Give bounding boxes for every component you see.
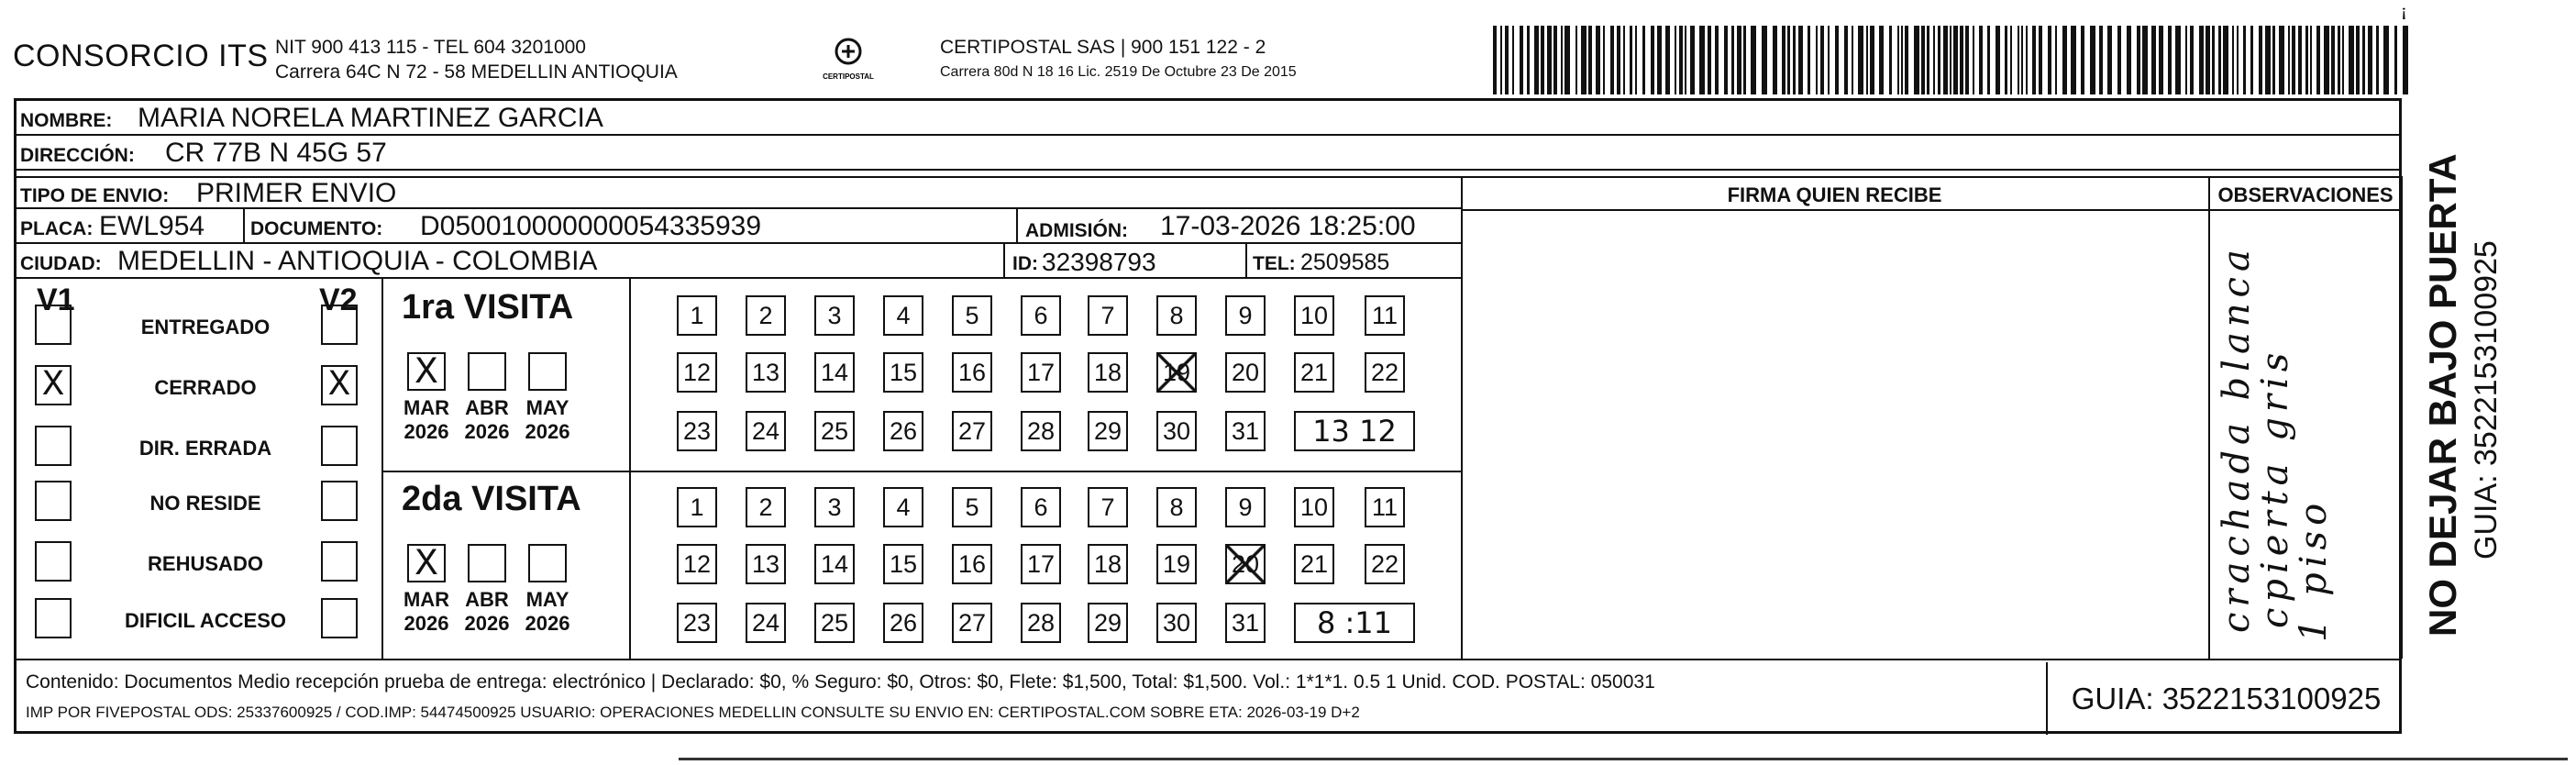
tipo-value: PRIMER ENVIO [196,178,397,208]
day-13[interactable]: 13 [746,352,786,393]
day-27[interactable]: 27 [952,411,992,451]
day-14[interactable]: 14 [814,544,855,584]
barcode-bar [1914,26,1919,94]
day-11[interactable]: 11 [1365,295,1405,336]
month-year: 2026 [464,612,510,635]
certipostal-info [940,35,1297,84]
day-26[interactable]: 26 [883,603,923,643]
margin-mark: ꜟ [2401,5,2407,29]
barcode-bar [2137,26,2140,94]
barcode-bar [1808,26,1810,94]
barcode-bar [2055,26,2057,94]
barcode-bar [2048,26,2051,94]
barcode-bar [2071,26,2076,94]
guia-number: GUIA: 3522153100925 [2046,662,2405,735]
day-8[interactable]: 8 [1156,487,1197,527]
day-17[interactable]: 17 [1021,352,1061,393]
certipostal-address: Carrera 80d N 18 16 Lic. 2519 De Octubre 23 De 2015 [940,64,1297,80]
barcode-bar [1690,26,1695,94]
id-value: 32398793 [1042,248,1156,276]
barcode-bar [2279,26,2284,94]
month-label [396,588,457,636]
barcode-bar [1657,26,1662,94]
nombre-row [17,101,2399,136]
admision-value: 17-03-2026 18:25:00 [1160,211,1416,241]
month-label [457,396,517,444]
barcode-bar [2185,26,2187,94]
barcode-bar [2324,26,2329,94]
barcode-bar [2362,26,2365,94]
barcode-bar [2383,26,2389,94]
barcode-bar [1505,26,1509,94]
day-5[interactable]: 5 [952,487,992,527]
day-31[interactable]: 31 [1225,411,1266,451]
barcode-bar [1708,26,1711,94]
barcode-bar [2218,26,2221,94]
placa-label: PLACA: [20,218,94,239]
nit-line: NIT 900 413 115 - TEL 604 3201000 [275,37,586,58]
barcode-bar [1996,26,2000,94]
barcode-bar [1835,26,1839,94]
no-dejar-bajo-puerta: NO DEJAR BAJO PUERTA [2421,153,2464,637]
barcode-bar [1596,26,1600,94]
month-year: 2026 [404,420,449,443]
month-name: MAY [525,588,569,611]
day-5[interactable]: 5 [952,295,992,336]
barcode-bar [2142,26,2148,94]
barcode-bar [2175,26,2181,94]
barcode-bar [2342,26,2344,94]
barcode-bar [2081,26,2084,94]
barcode-bar [2310,26,2312,94]
barcode-bar [1588,26,1592,94]
status-label: CERRADO [154,376,257,399]
month-checkbox[interactable]: X [407,544,446,582]
v2-checkbox[interactable] [321,481,358,521]
barcode-bar [2010,26,2012,94]
v1-checkbox[interactable] [35,598,72,638]
barcode-bar [1500,26,1502,94]
company-name: CONSORCIO ITS [13,39,269,73]
barcode-bar [2288,26,2290,94]
barcode-bar [1858,26,1863,94]
tel-value: 2509585 [1300,249,1390,275]
day-28[interactable]: 28 [1021,603,1061,643]
day-6[interactable]: 6 [1021,295,1061,336]
barcode-bar [1889,26,1892,94]
v2-checkbox[interactable] [321,598,358,638]
barcode-bar [1987,26,1990,94]
address-line: Carrera 64C N 72 - 58 MEDELLIN ANTIOQUIA [275,61,678,83]
barcode-bar [2190,26,2194,94]
day-31[interactable]: 31 [1225,603,1266,643]
barcode-bar [1610,26,1614,94]
barcode-bar [1816,26,1818,94]
v2-checkbox[interactable] [321,426,358,466]
day-22[interactable]: 22 [1365,544,1405,584]
day-23[interactable]: 23 [677,411,717,451]
barcode-bar [1665,26,1670,94]
barcode-bar [2349,26,2354,94]
nombre-label: NOMBRE: [20,110,113,131]
day-7[interactable]: 7 [1088,295,1128,336]
observation-line-1: crachada blanca [2216,244,2258,633]
admision-label: ADMISIÓN: [1025,220,1128,241]
day-15[interactable]: 15 [883,352,923,393]
barcode-bar [1782,26,1786,94]
barcode-bar [1905,26,1908,94]
barcode-bar [2026,26,2028,94]
barcode-bar [1547,26,1552,94]
day-8[interactable]: 8 [1156,295,1197,336]
day-24[interactable]: 24 [746,603,786,643]
barcode-bar [1527,26,1530,94]
day-19[interactable]: 19 [1156,544,1197,584]
barcode-bar [1953,26,1958,94]
barcode-bar [2292,26,2295,94]
barcode-bar [1699,26,1705,94]
barcode-bar [1960,26,1963,94]
direccion-label: DIRECCIÓN: [20,145,135,166]
barcode-bar [1630,26,1632,94]
observaciones-header: OBSERVACIONES [2217,183,2394,206]
barcode-bar [2331,26,2335,94]
visit-title: 1ra VISITA [402,288,574,327]
barcode-bar [1901,26,1903,94]
certipostal-logo [812,35,885,84]
day-12[interactable]: 12 [677,544,717,584]
barcode-bar [1617,26,1620,94]
day-3[interactable]: 3 [814,295,855,336]
barcode-bar [1773,26,1777,94]
barcode-bar [1751,26,1756,94]
barcode-bar [1879,26,1884,94]
direccion-row [17,136,2399,171]
month-year: 2026 [404,612,449,635]
documento-label: DOCUMENTO: [250,218,383,239]
status-label: DIR. ERRADA [138,437,272,460]
month-year: 2026 [464,420,510,443]
month-checkbox[interactable] [528,352,567,391]
day-18[interactable]: 18 [1088,352,1128,393]
month-checkbox[interactable] [528,544,567,582]
month-label [396,396,457,444]
day-17[interactable]: 17 [1021,544,1061,584]
barcode-bar [2127,26,2131,94]
barcode-bar [2206,26,2210,94]
barcode-bar [2232,26,2234,94]
observation-line-3: 1 piso [2293,497,2335,642]
day-10[interactable]: 10 [1294,295,1334,336]
day-6[interactable]: 6 [1021,487,1061,527]
barcode-bar [2212,26,2215,94]
day-9[interactable]: 9 [1225,295,1266,336]
day-23[interactable]: 23 [677,603,717,643]
barcode-bar [2151,26,2156,94]
barcode-bar [2199,26,2204,94]
day-28[interactable]: 28 [1021,411,1061,451]
placa-row [17,209,1461,244]
day-4[interactable]: 4 [883,295,923,336]
barcode-bar [1927,26,1929,94]
day-16[interactable]: 16 [952,352,992,393]
day-29[interactable]: 29 [1088,411,1128,451]
company-contact [275,35,678,84]
day-25[interactable]: 25 [814,411,855,451]
barcode-bar [1979,26,1983,94]
v2-checkbox[interactable] [321,305,358,345]
barcode-bar [2316,26,2320,94]
status-label: REHUSADO [148,552,263,575]
barcode-bar [1685,26,1686,94]
barcode-bar [1793,26,1796,94]
barcode-bar [1965,26,1969,94]
day-27[interactable]: 27 [952,603,992,643]
barcode-bar [1679,26,1683,94]
barcode-bar [2250,26,2253,94]
placa-value: EWL954 [99,211,205,241]
visit-time[interactable]: 13 12 [1294,411,1415,451]
tipo-label: TIPO DE ENVIO: [20,185,170,206]
barcode-bar [2090,26,2095,94]
visit-time[interactable]: 8 :11 [1294,603,1415,643]
barcode-bar [1950,26,1951,94]
day-7[interactable]: 7 [1088,487,1128,527]
v2-header: V2 [319,283,358,317]
barcode-bar [2168,26,2172,94]
firma-header: FIRMA QUIEN RECIBE [1727,183,1942,206]
month-label [517,588,578,636]
day-18[interactable]: 18 [1088,544,1128,584]
direccion-value: CR 77B N 45G 57 [165,138,387,168]
barcode-bar [1581,26,1587,94]
observation-line-2: cpierta gris [2254,347,2296,628]
barcode-bar [1651,26,1654,94]
barcode-bar [1921,26,1925,94]
barcode-bar [2018,26,2019,94]
day-22[interactable]: 22 [1365,352,1405,393]
barcode-bar [1737,26,1741,94]
visit-title: 2da VISITA [402,480,581,518]
month-year: 2026 [525,612,570,635]
month-name: MAR [403,396,450,419]
v1-checkbox[interactable] [35,481,72,521]
month-label [457,588,517,636]
barcode-bar [2021,26,2023,94]
ciudad-label: CIUDAD: [20,253,102,274]
month-checkbox[interactable] [468,544,506,582]
certipostal-line: CERTIPOSTAL SAS | 900 151 122 - 2 [940,37,1266,58]
day-20[interactable]: 20 [1225,352,1266,393]
status-label: ENTREGADO [140,316,271,338]
delivery-form [14,98,2402,734]
barcode-bar [2117,26,2121,94]
barcode-bar [1493,26,1497,94]
day-19[interactable]: 19 [1156,352,1197,393]
barcode-bar [2259,26,2262,94]
day-1[interactable]: 1 [677,295,717,336]
barcode [1493,26,2410,94]
barcode-bar [1844,26,1848,94]
day-29[interactable]: 29 [1088,603,1128,643]
tipo-row [17,176,1461,209]
signature-area[interactable] [1463,211,2208,659]
barcode-bar [2356,26,2360,94]
v2-checkbox[interactable] [321,541,358,582]
day-26[interactable]: 26 [883,411,923,451]
month-checkbox[interactable] [468,352,506,391]
day-3[interactable]: 3 [814,487,855,527]
day-30[interactable]: 30 [1156,411,1197,451]
barcode-bar [1642,26,1645,94]
barcode-bar [1541,26,1544,94]
barcode-bar [1520,26,1523,94]
v1-checkbox[interactable] [35,426,72,466]
barcode-bar [2243,26,2246,94]
barcode-bar [1973,26,1974,94]
barcode-bar [2032,26,2036,94]
month-name: ABR [465,588,509,611]
barcode-bar [1715,26,1719,94]
barcode-bar [1534,26,1539,94]
day-1[interactable]: 1 [677,487,717,527]
day-2[interactable]: 2 [746,487,786,527]
barcode-bar [2005,26,2007,94]
barcode-bar [2039,26,2042,94]
barcode-bar [2394,26,2397,94]
v1-checkbox[interactable]: X [35,365,72,405]
day-14[interactable]: 14 [814,352,855,393]
barcode-bar [1828,26,1830,94]
barcode-bar [1943,26,1948,94]
barcode-bar [1870,26,1874,94]
tel-label: TEL: [1253,253,1296,274]
month-name: ABR [465,396,509,419]
ciudad-value: MEDELLIN - ANTIOQUIA - COLOMBIA [117,246,598,276]
v1-checkbox[interactable] [35,541,72,582]
barcode-bar [2376,26,2379,94]
month-label [517,396,578,444]
month-name: MAR [403,588,450,611]
day-25[interactable]: 25 [814,603,855,643]
v2-checkbox[interactable]: X [321,365,358,405]
status-label: DIFICIL ACCESO [124,609,286,632]
day-21[interactable]: 21 [1294,352,1334,393]
documento-value: D050010000000054335939 [420,211,762,241]
barcode-bar [1866,26,1868,94]
barcode-bar [2062,26,2067,94]
barcode-bar [1724,26,1728,94]
barcode-bar [2338,26,2340,94]
nombre-value: MARIA NORELA MARTINEZ GARCIA [138,103,603,133]
barcode-bar [2298,26,2302,94]
barcode-bar [1933,26,1935,94]
status-label: NO RESIDE [149,492,261,515]
side-guia-number: GUIA: 3522153100925 [2469,240,2504,560]
barcode-bar [2099,26,2103,94]
barcode-bar [1575,26,1577,94]
month-year: 2026 [525,420,570,443]
day-21[interactable]: 21 [1294,544,1334,584]
barcode-bar [1798,26,1803,94]
day-30[interactable]: 30 [1156,603,1197,643]
barcode-bar [1603,26,1605,94]
content-summary: Contenido: Documentos Medio recepción prueba de entrega: electrónico | Declarado: $0, % Seguro: $0, Otros: $0, Flete: $1,500, Total: $1,500. Vol.: 1*1*1. 0.5 1 Unid. COD. POSTAL: 050031 [26,671,1655,693]
day-10[interactable]: 10 [1294,487,1334,527]
day-2[interactable]: 2 [746,295,786,336]
day-11[interactable]: 11 [1365,487,1405,527]
v1-checkbox[interactable] [35,305,72,345]
barcode-bar [1731,26,1734,94]
svg-text:CERTIPOSTAL: CERTIPOSTAL [823,72,874,81]
barcode-bar [1938,26,1940,94]
barcode-bar [1564,26,1570,94]
barcode-bar [2265,26,2271,94]
barcode-bar [2159,26,2163,94]
barcode-bar [2223,26,2228,94]
day-24[interactable]: 24 [746,411,786,451]
id-label: ID: [1012,253,1038,274]
cut-line [679,758,2568,760]
day-16[interactable]: 16 [952,544,992,584]
barcode-bar [1553,26,1557,94]
barcode-bar [1623,26,1625,94]
barcode-bar [2368,26,2372,94]
v1-header: V1 [37,283,75,317]
day-4[interactable]: 4 [883,487,923,527]
barcode-bar [1787,26,1790,94]
barcode-bar [1512,26,1514,94]
month-name: MAY [525,396,569,419]
month-checkbox[interactable]: X [407,352,446,391]
print-info: IMP POR FIVEPOSTAL ODS: 25337600925 / COD.IMP: 54474500925 USUARIO: OPERACIONES MEDELLIN CONSULTE SU ENVIO EN: CERTIPOSTAL.COM SOBRE ETA: 2026-03-19 D+2 [26,704,1360,721]
barcode-bar [1762,26,1767,94]
barcode-bar [1561,26,1563,94]
day-13[interactable]: 13 [746,544,786,584]
day-15[interactable]: 15 [883,544,923,584]
day-20[interactable]: 20 [1225,544,1266,584]
barcode-bar [2272,26,2275,94]
barcode-bar [1635,26,1637,94]
barcode-bar [1675,26,1676,94]
barcode-bar [2237,26,2239,94]
barcode-bar [2107,26,2112,94]
day-12[interactable]: 12 [677,352,717,393]
barcode-bar [1743,26,1746,94]
barcode-bar [1820,26,1824,94]
barcode-bar [2305,26,2308,94]
barcode-bar [1852,26,1853,94]
day-9[interactable]: 9 [1225,487,1266,527]
barcode-bar [2403,26,2408,94]
ciudad-row [17,244,1461,279]
barcode-bar [1897,26,1899,94]
